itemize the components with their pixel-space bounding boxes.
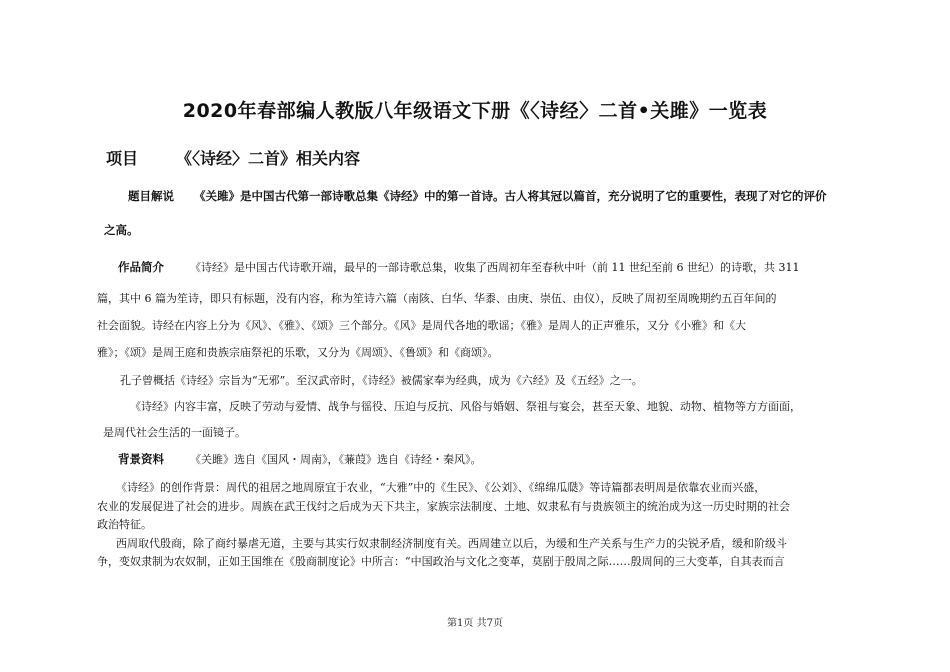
background-label: 背景资料 xyxy=(118,452,164,466)
intro-line: 篇，其中 6 篇为笙诗，即只有标题，没有内容，称为笙诗六篇（南陔、白华、华黍、由庚、崇伍、由仪），反映了周初至周晚期约五百年间的 xyxy=(97,292,777,305)
topic-label: 题目解说 xyxy=(128,189,174,203)
intro-label: 作品简介 xyxy=(118,260,164,274)
background-line: 《诗经》的创作背景：周代的祖居之地周原宜于农业，“大雅”中的《生民》、《公刘》、《绵绵瓜瓞》等诗篇都表明周是依靠农业而兴盛， xyxy=(116,481,766,494)
topic-text-line2: 之高。 xyxy=(104,223,139,237)
topic-text-line1: 《关雎》是中国古代第一部诗歌总集《诗经》中的第一首诗。古人将其冠以篇首，充分说明了它的重要性，表现了对它的评价 xyxy=(194,189,827,203)
intro-line: 社会面貌。诗经在内容上分为《风》、《雅》、《颂》三个部分。《风》是周代各地的歌谣；《雅》是周人的正声雅乐，又分《小雅》和《大 xyxy=(97,319,746,332)
intro-line: 孔子曾概括《诗经》宗旨为“无邪”。至汉武帝时，《诗经》被儒家奉为经典，成为《六经》及《五经》之一。 xyxy=(120,374,643,387)
page-footer: 第1页 共7页 xyxy=(447,618,503,629)
background-line: 西周取代殷商，除了商纣暴虐无道，主要与其实行奴隶制经济制度有关。西周建立以后，为缓和生产关系与生产力的尖锐矛盾，缓和阶级斗 xyxy=(116,537,787,550)
item-column-header: 项目 xyxy=(106,149,139,168)
background-line: 农业的发展促进了社会的进步。周族在武王伐纣之后成为天下共主，家族宗法制度、土地、奴隶私有与贵族领主的统治成为这一历史时期的社会 xyxy=(97,500,790,513)
background-line: 争，变奴隶制为农奴制，正如王国维在《殷商制度论》中所言：“中国政治与文化之变革，莫剧于殷周之际……殷周间的三大变革，自其表而言 xyxy=(97,555,785,568)
intro-line: 是周代社会生活的一面镜子。 xyxy=(103,426,246,439)
intro-line: 雅》；《颂》是周王庭和贵族宗庙祭祀的乐歌，又分为《周颂》、《鲁颂》和《商颂》。 xyxy=(97,346,499,359)
content-column-header: 《〈诗经〉二首》相关内容 xyxy=(176,149,361,168)
page-title: 2020年春部编人教版八年级语文下册《〈诗经〉二首•关雎》一览表 xyxy=(182,100,768,122)
background-line: 政治特征。 xyxy=(97,518,152,531)
intro-line: 《诗经》内容丰富，反映了劳动与爱情、战争与徭役、压迫与反抗、风俗与婚姻、祭祖与宴会，甚至天象、地貌、动物、植物等方方面面， xyxy=(130,400,801,413)
background-first-line: 《关雎》选自《国风・周南》，《蒹葭》选自《诗经・秦风》。 xyxy=(190,453,482,466)
intro-line: 《诗经》是中国古代诗歌开端，最早的一部诗歌总集，收集了西周初年至春秋中叶（前 11 世纪至前 6 世纪）的诗歌，共 311 xyxy=(190,261,800,274)
